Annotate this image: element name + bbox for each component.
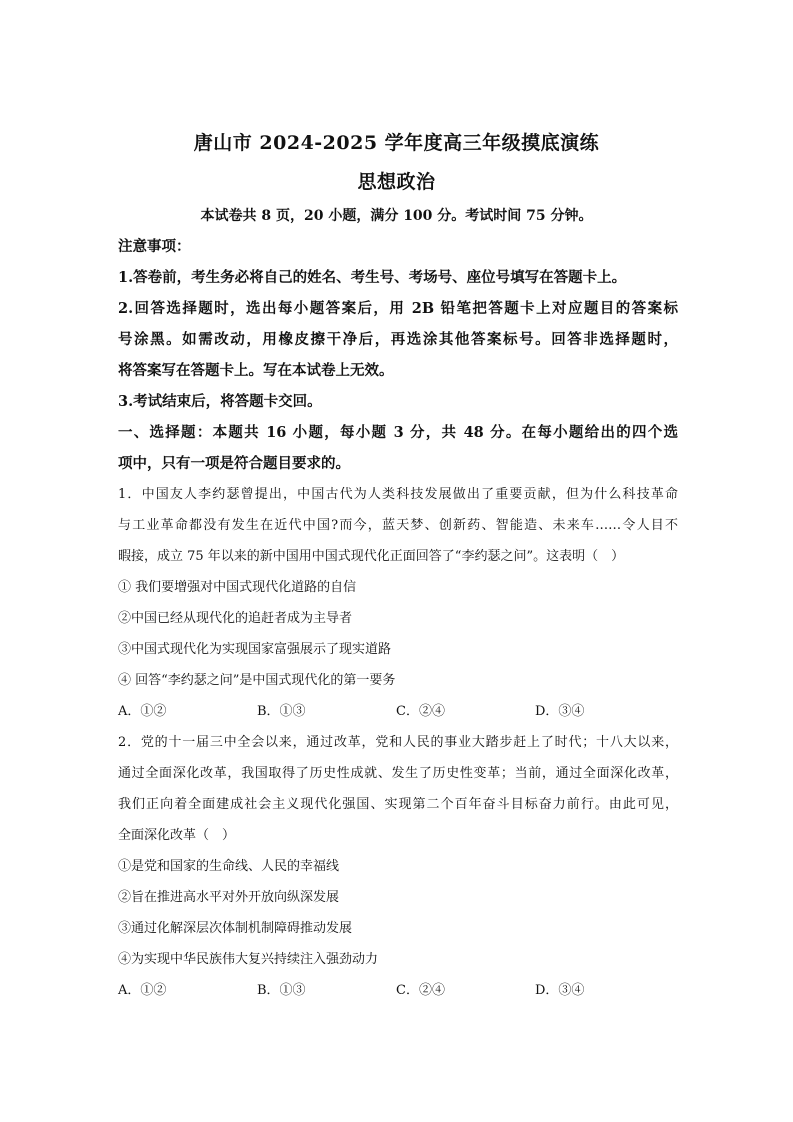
question-2-item-4: ④为实现中华民族伟大复兴持续注入强劲动力 — [118, 952, 379, 967]
section-heading-line-1: 一、选择题：本题共 16 小题，每小题 3 分，共 48 分。在每小题给出的四个选 — [118, 424, 678, 441]
question-1-item-2: ②中国已经从现代化的追赶者成为主导者 — [118, 611, 353, 626]
question-2-item-1: ①是党和国家的生命线、人民的幸福线 — [118, 859, 340, 874]
question-2-option-a: A．①② — [118, 983, 167, 998]
question-1-option-b: B．①③ — [257, 704, 306, 719]
question-2 — [118, 727, 678, 1006]
question-1-option-c: C．②④ — [396, 704, 445, 719]
exam-subject: 思想政治 — [357, 171, 436, 193]
notice-item-1: 1.答卷前，考生务必将自己的姓名、考生号、考场号、座位号填写在答题卡上。 — [118, 269, 627, 286]
question-2-item-2: ②旨在推进高水平对外开放向纵深发展 — [118, 890, 340, 905]
question-2-stem-line-2: 通过全面深化改革，我国取得了历史性成就、发生了历史性变革；当前，通过全面深化改革， — [118, 766, 678, 781]
question-1 — [118, 479, 678, 727]
question-1-option-d: D．③④ — [535, 704, 585, 719]
question-1-option-a: A．①② — [118, 704, 167, 719]
exam-title: 唐山市 2024-2025 学年度高三年级摸底演练 — [193, 132, 600, 154]
notice-heading: 注意事项： — [118, 238, 191, 255]
notice-item-2-line-3: 将答案写在答题卡上。写在本试卷上无效。 — [118, 362, 394, 379]
question-2-option-b: B．①③ — [257, 983, 306, 998]
question-2-stem-line-1: 2．党的十一届三中全会以来，通过改革，党和人民的事业大踏步赶上了时代；十八大以来， — [118, 735, 678, 750]
exam-content — [118, 231, 678, 1006]
question-2-stem-line-3: 我们正向着全面建成社会主义现代化强国、实现第二个百年奋斗目标奋力前行。由此可见， — [118, 797, 678, 812]
notice-item-3: 3.考试结束后，将答题卡交回。 — [118, 393, 322, 410]
question-1-stem-line-1: 1．中国友人李约瑟曾提出，中国古代为人类科技发展做出了重要贡献，但为什么科技革命 — [118, 487, 678, 502]
notice-item-2-line-1: 2.回答选择题时，选出每小题答案后，用 2B 铅笔把答题卡上对应题目的答案标 — [118, 300, 678, 317]
notice-item-2-line-2: 号涂黑。如需改动，用橡皮擦干净后，再选涂其他答案标号。回答非选择题时， — [118, 331, 678, 348]
question-1-stem-line-3: 暇接，成立 75 年以来的新中国用中国式现代化正面回答了“李约瑟之问”。这表明（ ） — [118, 549, 625, 564]
question-1-item-1: ① 我们要增强对中国式现代化道路的自信 — [118, 580, 357, 595]
question-1-item-3: ③中国式现代化为实现国家富强展示了现实道路 — [118, 642, 392, 657]
question-2-option-c: C．②④ — [396, 983, 445, 998]
exam-info: 本试卷共 8 页，20 小题，满分 100 分。考试时间 75 分钟。 — [200, 208, 593, 224]
question-2-stem-line-4: 全面深化改革（ ） — [118, 828, 236, 843]
question-1-item-4: ④ 回答“李约瑟之问”是中国式现代化的第一要务 — [118, 673, 396, 688]
question-1-stem-line-2: 与工业革命都没有发生在近代中国?而今，蓝天梦、创新药、智能造、未来车……令人目不 — [118, 518, 678, 533]
question-2-options — [118, 975, 678, 1006]
question-2-item-3: ③通过化解深层次体制机制障碍推动发展 — [118, 921, 353, 936]
section-heading-line-2: 项中，只有一项是符合题目要求的。 — [118, 455, 350, 472]
question-2-option-d: D．③④ — [535, 983, 585, 998]
question-1-options — [118, 696, 678, 727]
